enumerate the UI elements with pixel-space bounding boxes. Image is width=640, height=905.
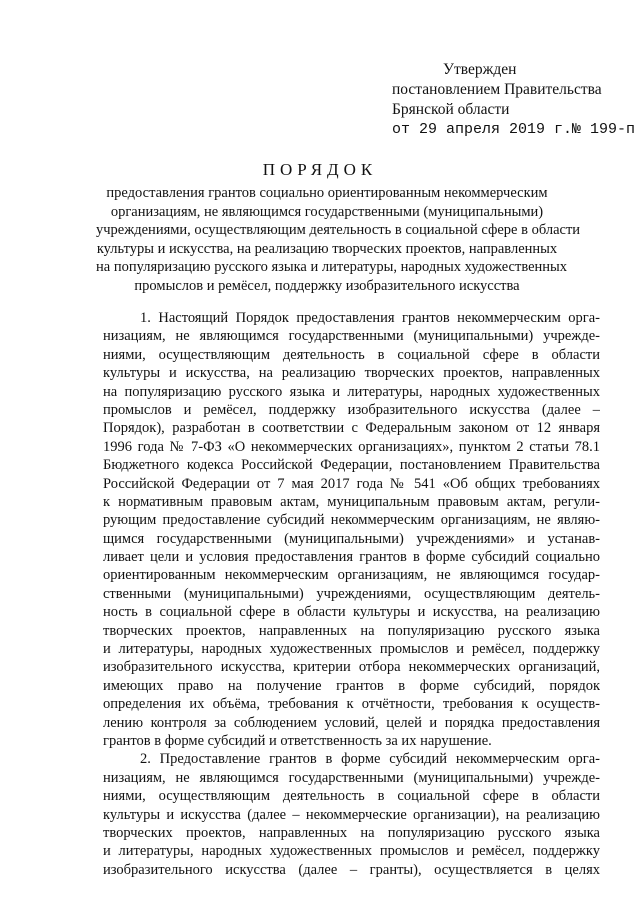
subtitle-line: организациям, не являющимся государственными (муниципальными) [110, 203, 544, 220]
body-line: имеющих право на получение грантов в форме субсидий, порядок [103, 677, 600, 694]
body-line: культуры и искусства (далее – некоммерческие организации), на реализацию [103, 806, 600, 823]
body-line: лению контроля за соблюдением условий, целей и порядка предоставления [103, 714, 600, 731]
body-line: Бюджетного кодекса Российской Федерации, постановлением Правительства [103, 457, 600, 474]
body-line: творческих проектов, направленных на популяризацию русского языка [103, 622, 600, 639]
subtitle-line: культуры и искусства, на реализацию творческих проектов, направленных [96, 240, 558, 257]
approval-block [392, 60, 636, 140]
body-line: ственными (муниципальными) учреждениями, осуществляющим деятель- [103, 585, 600, 602]
approval-line-date-number: от 29 апреля 2019 г.№ 199-п [392, 121, 636, 138]
body-line: Порядок), разработан в соответствии с Федеральным законом от 12 января [103, 420, 600, 437]
document-body [103, 309, 600, 879]
body-line: низациям, не являющимся государственными (муниципальными) учрежде- [103, 769, 600, 786]
subtitle-line: учреждениями, осуществляющим деятельность в социальной сфере в области [96, 222, 581, 239]
body-line: 2. Предоставление грантов в форме субсидий некоммерческим орга- [140, 751, 600, 768]
body-line: ориентированным некоммерческим организациям, не являющимся государ- [103, 567, 600, 584]
body-line: изобразительного искусства (далее – гранты), осуществляется в целях [103, 861, 600, 878]
subtitle-line: на популяризацию русского языка и литературы, народных художественных [96, 259, 568, 276]
body-line: ниями, осуществляющим деятельность в социальной сфере в области [103, 346, 600, 363]
body-line: рующим предоставление субсидий некоммерческим организациям, не являю- [103, 512, 600, 529]
body-line: изобразительного искусства, критерии отбора некоммерческих организаций, [103, 659, 600, 676]
body-line: 1996 года № 7-ФЗ «О некоммерческих организациях», пунктом 2 статьи 78.1 [103, 438, 600, 455]
body-line: определения их объёма, требования к отчётности, требования к осуществ- [103, 696, 600, 713]
body-line: ниями, осуществляющим деятельность в социальной сфере в области [103, 788, 600, 805]
approval-line-approved: Утвержден [443, 61, 517, 78]
subtitle-line: промыслов и ремёсел, поддержку изобразительного искусства [134, 277, 520, 294]
body-line: 1. Настоящий Порядок предоставления грантов некоммерческим орга- [140, 310, 600, 326]
body-line: грантов в форме субсидий и ответственность за их нарушение. [103, 732, 492, 749]
body-line: и литературы, народных художественных промыслов и ремёсел, поддержку [103, 843, 600, 860]
body-line: низациям, не являющимся государственными (муниципальными) учрежде- [103, 328, 600, 345]
document-title: ПОРЯДОК [262, 160, 378, 179]
subtitle-line: предоставления грантов социально ориентированным некоммерческим [106, 185, 548, 201]
body-line: ность в социальной сфере в области культуры и искусства, на реализацию [103, 604, 600, 621]
body-line: промыслов и ремёсел, поддержку изобразительного искусства (далее – [103, 401, 600, 418]
body-line: к нормативным правовым актам, муниципальным правовым актам, регули- [103, 493, 600, 510]
body-line: творческих проектов, направленных на популяризацию русского языка [103, 824, 600, 841]
body-line: ливает цели и условия предоставления грантов в форме субсидий социально [103, 549, 600, 566]
document-subtitle [96, 184, 581, 296]
approval-line-region: Брянской области [392, 101, 510, 118]
body-line: Российской Федерации от 7 мая 2017 года № 541 «Об общих требованиях [103, 475, 600, 492]
body-line: культуры и искусства, на реализацию творческих проектов, направленных [103, 365, 600, 382]
body-line: на популяризацию русского языка и литературы, народных художественных [103, 383, 600, 400]
body-line: и литературы, народных художественных промыслов и ремёсел, поддержку [103, 641, 600, 658]
approval-line-resolution: постановлением Правительства [392, 81, 602, 98]
body-line: щимся государственными (муниципальными) учреждениями» и устанав- [103, 530, 600, 547]
